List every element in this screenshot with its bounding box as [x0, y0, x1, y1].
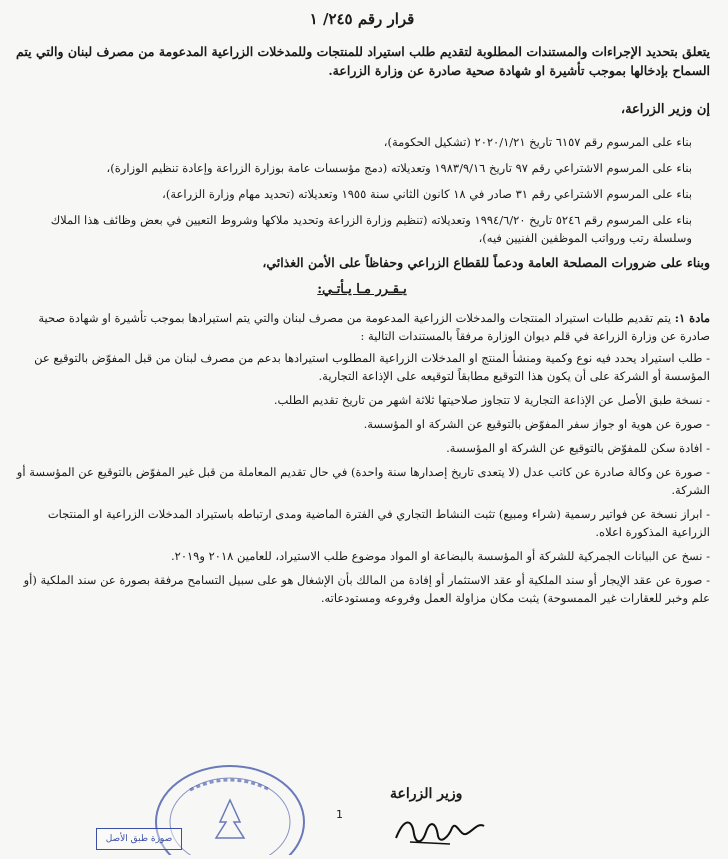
- certified-copy-stamp: صورة طبق الأصل: [96, 828, 182, 850]
- list-item: - نسخ عن البيانات الجمركية للشركة أو المؤسسة بالبضاعة او المواد موضوع طلب الاستيراد، للعامين ٢٠١٨ و٢٠١٩.: [171, 549, 710, 563]
- decision-subject: يتعلق بتحديد الإجراءات والمستندات المطلوبة لتقديم طلب استيراد للمنتجات وللمدخلات الزراعية المدعومة من مصرف لبنان والتي يتم السماح بإدخالها بموجب تأشيرة او شهادة صحية صادرة عن وزارة الزراعة.: [16, 44, 710, 78]
- minister-signature: [390, 808, 490, 854]
- decision-title: قرار رقم ٢٤٥/ ١: [309, 10, 415, 28]
- consideration-clause: وبناء على ضرورات المصلحة العامة ودعماً للقطاع الزراعي وحفاظاً على الأمن الغذائي،: [262, 255, 710, 270]
- article-1-label: مادة ١:: [674, 311, 710, 325]
- list-item: - نسخة طبق الأصل عن الإذاعة التجارية لا تتجاوز صلاحيتها ثلاثة اشهر من تاريخ تقديم الطلب.: [273, 393, 710, 407]
- page-number: 1: [336, 808, 343, 821]
- basis-item: بناء على المرسوم رقم ٦١٥٧ تاريخ ٢٠٢٠/١/٢١ (تشكيل الحكومة)،: [383, 135, 692, 149]
- legal-basis: [14, 133, 710, 247]
- required-documents-list: [14, 349, 710, 607]
- minister-title: وزير الزراعة: [390, 786, 463, 802]
- list-item: - صورة عن هوية او جواز سفر المفوّض بالتوقيع عن الشركة او المؤسسة.: [363, 417, 710, 431]
- decides-heading: يـقـرر مـا يـأتـي:: [317, 282, 407, 297]
- list-item: - ابراز نسخة عن فواتير رسمية (شراء ومبيع) تثبت النشاط التجاري في الفترة الماضية ومدى ارتباطه باستيراد المدخلات الزراعية او المنتجات الزراعية المذكورة اعلاه.: [47, 507, 710, 539]
- list-item: - افادة سكن للمفوّض بالتوقيع عن الشركة او المؤسسة.: [446, 441, 710, 455]
- article-1: [14, 309, 710, 345]
- list-item: - صورة عن وكالة صادرة عن كاتب عدل (لا يتعدى تاريخ إصدارها سنة واحدة) في حال تقديم المعاملة من قبل غير المفوّض بالتوقيع عن المؤسسة أو الشركة.: [16, 465, 710, 497]
- minister-address: إن وزير الزراعة،: [620, 102, 710, 117]
- article-1-text: يتم تقديم طلبات استيراد المنتجات والمدخلات الزراعية المدعومة من مصرف لبنان والتي يتم استيرادها بموجب تأشيرة او شهادة صحية صادرة عن وزارة الزراعة في قلم ديوان الوزارة مرفقاً بالمستندات التالية :: [38, 311, 710, 343]
- basis-item: بناء على المرسوم الاشتراعي رقم ٣١ صادر في ١٨ كانون الثاني سنة ١٩٥٥ وتعديلاته (تحديد مهام وزارة الزراعة)،: [162, 187, 692, 201]
- basis-item: بناء على المرسوم رقم ٥٢٤٦ تاريخ ١٩٩٤/٦/٢٠ وتعديلاته (تنظيم وزارة الزراعة وتحديد ملاكها وشروط التعيين في بعض وظائف هذا الملاك وسلسلة رتب ورواتب الموظفين الفنيين فيه)،: [50, 213, 692, 245]
- list-item: - صورة عن عقد الإيجار أو سند الملكية أو عقد الاستثمار أو إفادة من المالك بأن الإشغال هو على سبيل التسامح مرفقة بصورة عن سند الملكية (أو علم وخبر للعقارات غير الممسوحة) يثبت مكان مزاولة العمل وفروعه ومستودعاته.: [23, 573, 710, 605]
- basis-item: بناء على المرسوم الاشتراعي رقم ٩٧ تاريخ ١٩٨٣/٩/١٦ وتعديلاته (دمج مؤسسات عامة بوزارة الزراعة وإعادة تنظيم الوزارة)،: [106, 161, 692, 175]
- document-footer: [0, 770, 728, 850]
- list-item: - طلب استيراد يحدد فيه نوع وكمية ومنشأ المنتج او المدخلات الزراعية المطلوب استيرادها بدعم من مصرف لبنان من قبل المفوّض بالتوقيع عن المؤسسة أو الشركة على أن يكون هذا التوقيع مطابقاً لتوقيعه على الإذاعة التجارية.: [34, 351, 710, 383]
